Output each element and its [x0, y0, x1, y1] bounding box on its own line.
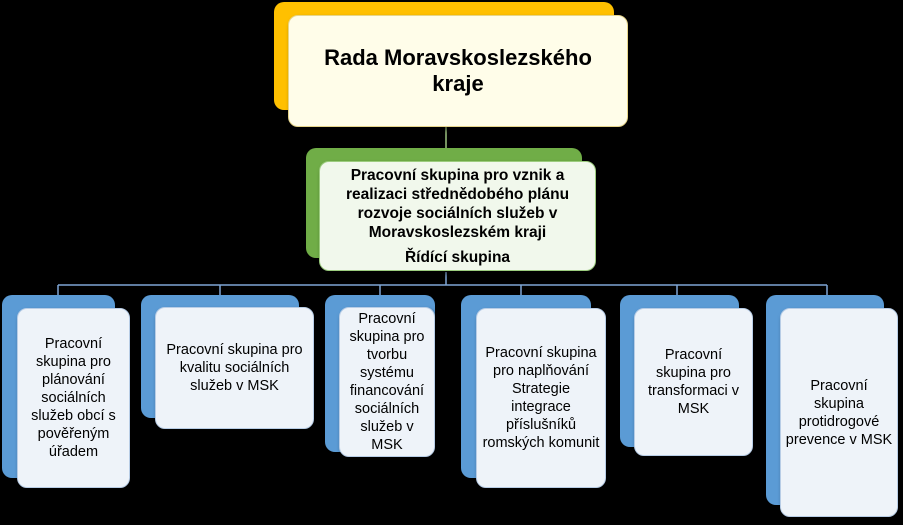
node-label: Pracovní skupina pro tvorbu systému financování sociálních služeb v MSK [349, 311, 425, 453]
node-label: Rada Moravskoslezského kraje [324, 45, 592, 96]
node-box [288, 15, 628, 127]
node-label: Pracovní skupina pro transformaci v MSK [647, 347, 740, 417]
node-box [17, 308, 130, 488]
node-label: Pracovní skupina pro kvalitu sociálních služeb v MSK [166, 342, 303, 394]
node-box [476, 308, 606, 488]
node-sub-label: Řídící skupina [404, 248, 511, 266]
node-box [319, 161, 596, 271]
node-box [155, 307, 314, 429]
node-box [339, 307, 435, 457]
node-label: Pracovní skupina protidrogové prevence v MSK [785, 377, 893, 448]
node-box [634, 308, 753, 456]
node-label: Pracovní skupina pro naplňování Strategie integrace příslušníků romských komunit [482, 345, 600, 451]
node-label: Pracovní skupina pro vznik a realizaci střednědobého plánu rozvoje sociálních služeb v Moravskoslezském kraji [345, 166, 570, 241]
node-box [780, 308, 898, 517]
node-label: Pracovní skupina pro plánování sociálních služeb obcí s pověřeným úřadem [31, 336, 116, 460]
